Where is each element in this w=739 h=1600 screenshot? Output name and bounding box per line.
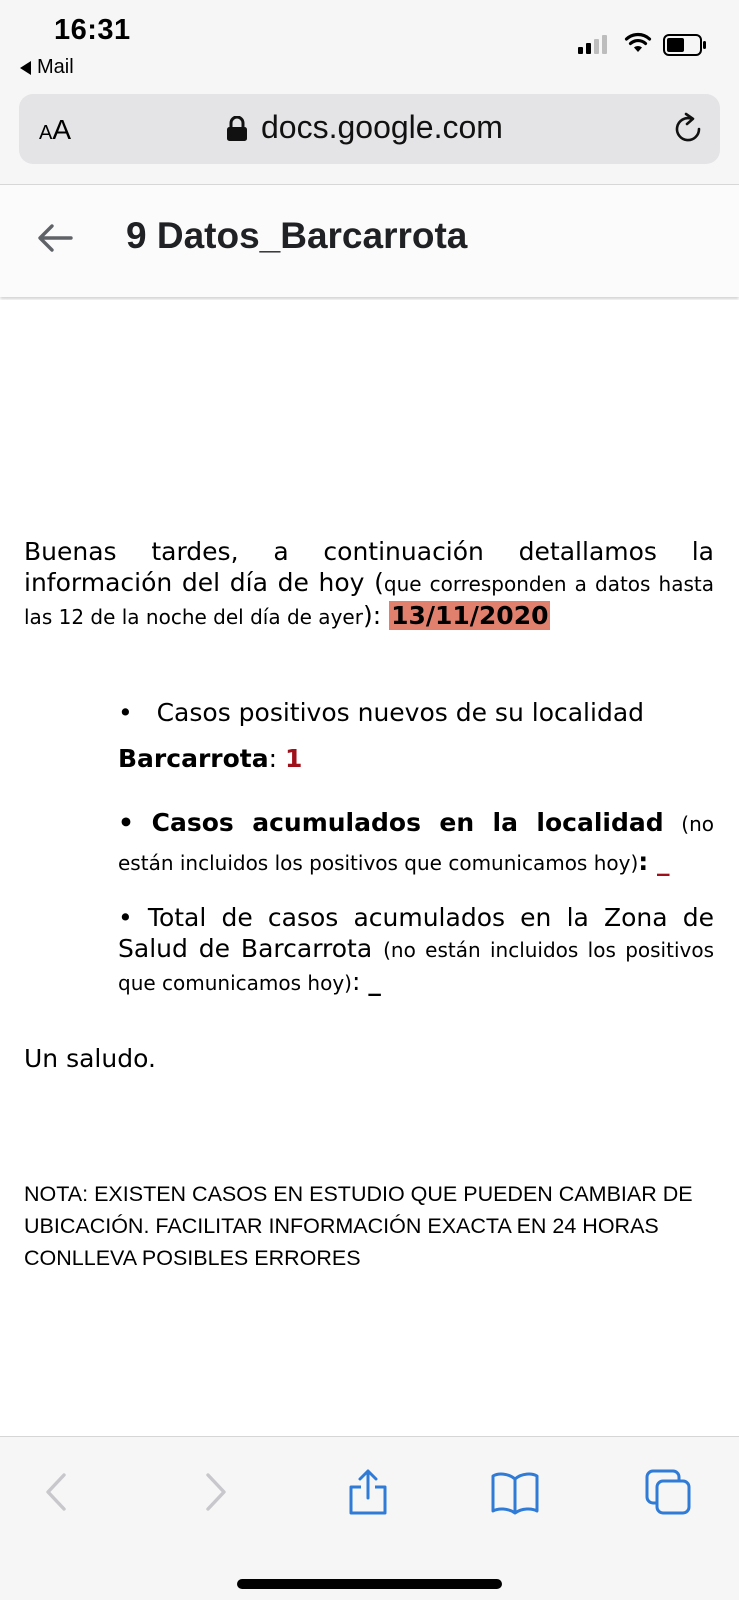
text-size-button[interactable]: AA: [39, 114, 72, 145]
battery-icon: [663, 34, 707, 56]
browser-address-area: [0, 88, 739, 184]
bullet-new-cases: • Casos positivos nuevos de su localidad Barcarrota: 1: [118, 698, 645, 773]
intro-paragraph: Buenas tardes, a continuación detallamos la información del día de hoy (que corresponden a datos hasta las 12 de la noche del día de ayer): 13/11/2020: [24, 537, 714, 630]
status-bar: [0, 0, 739, 88]
back-triangle-icon: [20, 61, 31, 75]
tabs-icon[interactable]: [643, 1467, 693, 1517]
reload-icon[interactable]: [671, 112, 705, 146]
back-arrow-icon[interactable]: [37, 223, 73, 253]
doc-header: [0, 185, 739, 297]
wifi-icon: [624, 32, 652, 54]
bullet-accumulated-cases: • Casos acumulados en la localidad (no están incluidos los positivos que comunicamos hoy): _: [118, 804, 714, 882]
bullet-zone-total: • Total de casos acumulados en la Zona de Salud de Barcarrota (no están incluidos los positivos que comunicamos hoy): _: [118, 903, 714, 996]
forward-icon[interactable]: [190, 1467, 240, 1517]
intro-note: que corresponden a datos hasta las 12 de la noche del día de ayer: [24, 572, 714, 629]
back-to-mail-button[interactable]: [20, 56, 74, 79]
document-title: 9 Datos_Barcarrota: [126, 215, 468, 256]
share-icon[interactable]: [343, 1467, 393, 1517]
lock-icon: [226, 116, 248, 142]
bookmarks-icon[interactable]: [490, 1467, 540, 1517]
status-time: 16:31: [54, 14, 131, 46]
back-app-label: Mail: [37, 56, 74, 78]
zone-total-value: _: [368, 967, 381, 996]
document-body: [0, 300, 739, 1436]
new-cases-value: 1: [284, 744, 303, 773]
bullet-list: [118, 690, 714, 999]
salutation: Un saludo.: [24, 1044, 156, 1073]
highlighted-date: 13/11/2020: [391, 601, 549, 630]
cellular-signal-icon: [578, 34, 607, 54]
address-bar[interactable]: [19, 94, 720, 164]
url-domain[interactable]: docs.google.com: [261, 109, 503, 145]
disclaimer-note: NOTA: EXISTEN CASOS EN ESTUDIO QUE PUEDEN CAMBIAR DE UBICACIÓN. FACILITAR INFORMACIÓN EXACTA EN 24 HORAS CONLLEVA POSIBLES ERRORES: [24, 1182, 693, 1270]
back-icon[interactable]: [32, 1467, 82, 1517]
browser-toolbar: [0, 1436, 739, 1600]
home-indicator[interactable]: [237, 1579, 502, 1589]
accumulated-cases-value: _: [656, 847, 670, 876]
